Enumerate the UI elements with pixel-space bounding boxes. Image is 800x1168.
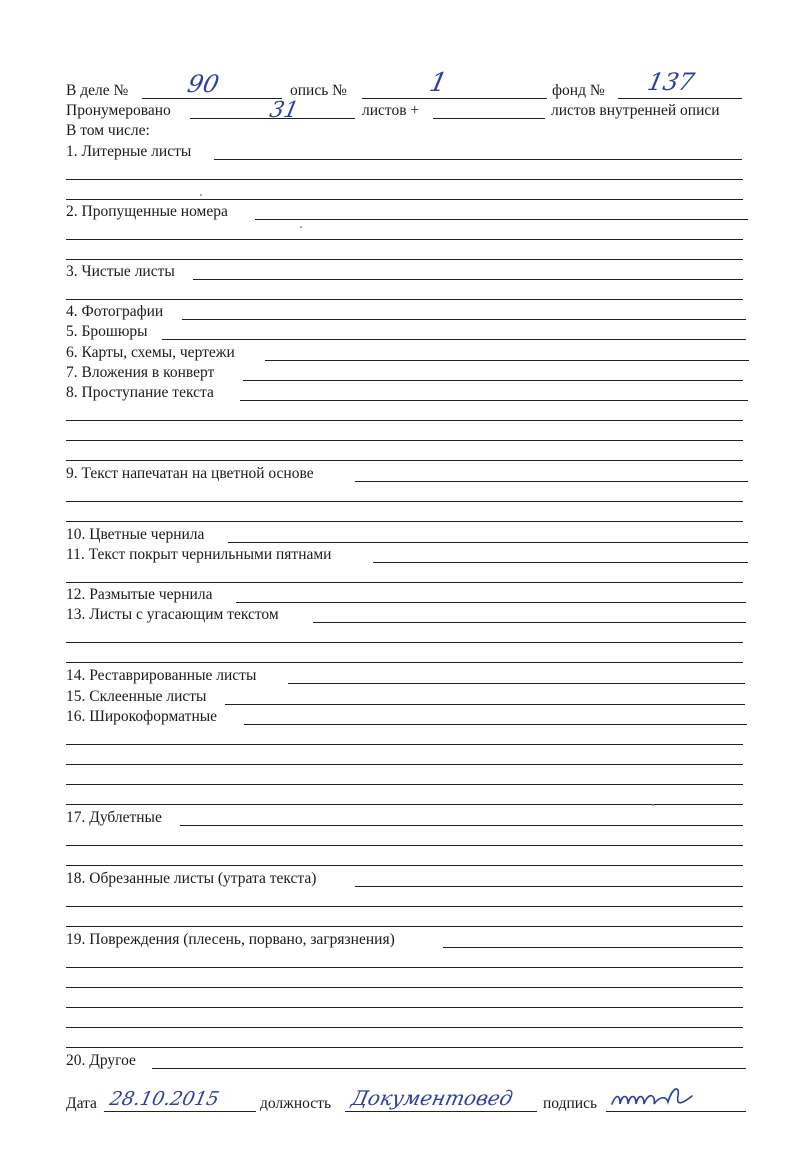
- scan-speck: [300, 226, 302, 228]
- item-line: [228, 542, 748, 543]
- internal-inventory-label: листов внутренней описи: [551, 102, 720, 119]
- scan-speck: [652, 804, 654, 806]
- extra-line: [66, 642, 743, 643]
- extra-line: [66, 987, 743, 988]
- date-line: [104, 1111, 256, 1112]
- extra-line: [66, 420, 743, 421]
- extra-line: [66, 440, 743, 441]
- extra-line: [66, 926, 743, 927]
- item-other: 20. Другое: [66, 1052, 136, 1069]
- item-line: [193, 279, 743, 280]
- extra-line: [66, 460, 743, 461]
- item-line: [255, 219, 748, 220]
- fund-number: 137: [645, 68, 697, 96]
- item-glued-sheets: 15. Склеенные листы: [66, 688, 207, 705]
- item-duplicates: 17. Дублетные: [66, 809, 162, 826]
- item-ink-stains: 11. Текст покрыт чернильными пятнами: [66, 546, 332, 563]
- item-line: [180, 825, 743, 826]
- extra-line: [66, 764, 743, 765]
- item-line: [355, 886, 743, 887]
- item-colored-ink: 10. Цветные чернила: [66, 526, 205, 543]
- item-line: [243, 380, 743, 381]
- item-line: [214, 159, 742, 160]
- item-line: [373, 562, 748, 563]
- case-number: 90: [185, 70, 222, 98]
- item-damage: 19. Повреждения (плесень, порвано, загрязнения): [66, 931, 395, 948]
- case-label: В деле №: [66, 82, 129, 99]
- item-restored-sheets: 14. Реставрированные листы: [66, 667, 257, 684]
- extra-line: [66, 744, 743, 745]
- item-brochures: 5. Брошюры: [66, 323, 148, 340]
- extra-line: [66, 299, 743, 300]
- item-line: [313, 622, 746, 623]
- item-maps-schemes-drawings: 6. Карты, схемы, чертежи: [66, 344, 235, 361]
- extra-line: [66, 804, 743, 805]
- item-wide-format: 16. Широкоформатные: [66, 708, 218, 725]
- extra-line: [66, 1047, 743, 1048]
- scan-speck: [200, 194, 202, 196]
- item-line: [265, 360, 749, 361]
- item-blurred-ink: 12. Размытые чернила: [66, 586, 213, 603]
- inventory-label: опись №: [290, 82, 347, 99]
- fund-line: [618, 98, 742, 99]
- extra-line: [66, 239, 743, 240]
- position-label: должность: [260, 1095, 332, 1112]
- item-line: [355, 481, 748, 482]
- extra-line: [66, 179, 743, 180]
- internal-count-line: [433, 118, 545, 119]
- item-line: [443, 947, 743, 948]
- item-line: [162, 339, 746, 340]
- item-trimmed-sheets: 18. Обрезанные листы (утрата текста): [66, 870, 317, 887]
- item-line: [152, 1068, 746, 1069]
- extra-line: [66, 967, 743, 968]
- extra-line: [66, 865, 743, 866]
- item-line: [288, 683, 745, 684]
- item-fading-text: 13. Листы с угасающим текстом: [66, 606, 279, 623]
- position-line: [345, 1111, 537, 1112]
- extra-line: [66, 845, 743, 846]
- extra-line: [66, 662, 743, 663]
- case-line: [142, 98, 282, 99]
- item-literal-sheets: 1. Литерные листы: [66, 143, 192, 160]
- item-line: [182, 319, 746, 320]
- extra-line: [66, 582, 743, 583]
- item-envelope-attachments: 7. Вложения в конверт: [66, 364, 215, 381]
- extra-line: [66, 259, 743, 260]
- date-label: Дата: [66, 1095, 97, 1112]
- date-value: 28.10.2015: [107, 1088, 222, 1110]
- position-value: Документовед: [349, 1086, 516, 1110]
- item-missing-numbers: 2. Пропущенные номера: [66, 203, 228, 220]
- sheets-plus-label: листов +: [362, 102, 420, 119]
- extra-line: [66, 501, 743, 502]
- numbered-label: Пронумеровано: [66, 102, 171, 119]
- handwritten-signature-icon: [608, 1082, 698, 1112]
- item-line: [244, 724, 747, 725]
- extra-line: [66, 521, 743, 522]
- extra-line: [66, 784, 743, 785]
- extra-line: [66, 906, 743, 907]
- item-line: [240, 400, 748, 401]
- including-label: В том числе:: [66, 122, 150, 139]
- signature-label: подпись: [543, 1095, 598, 1112]
- item-photographs: 4. Фотографии: [66, 303, 164, 320]
- extra-line: [66, 1007, 743, 1008]
- inventory-line: [362, 98, 547, 99]
- item-blank-sheets: 3. Чистые листы: [66, 263, 175, 280]
- fund-label: фонд №: [552, 82, 605, 99]
- inventory-number: 1: [426, 68, 450, 98]
- item-colored-background: 9. Текст напечатан на цветной основе: [66, 465, 314, 482]
- item-text-bleed-through: 8. Проступание текста: [66, 384, 214, 401]
- item-line: [225, 704, 745, 705]
- extra-line: [66, 1027, 743, 1028]
- extra-line: [66, 199, 743, 200]
- item-line: [236, 602, 746, 603]
- numbered-count: 31: [267, 98, 301, 123]
